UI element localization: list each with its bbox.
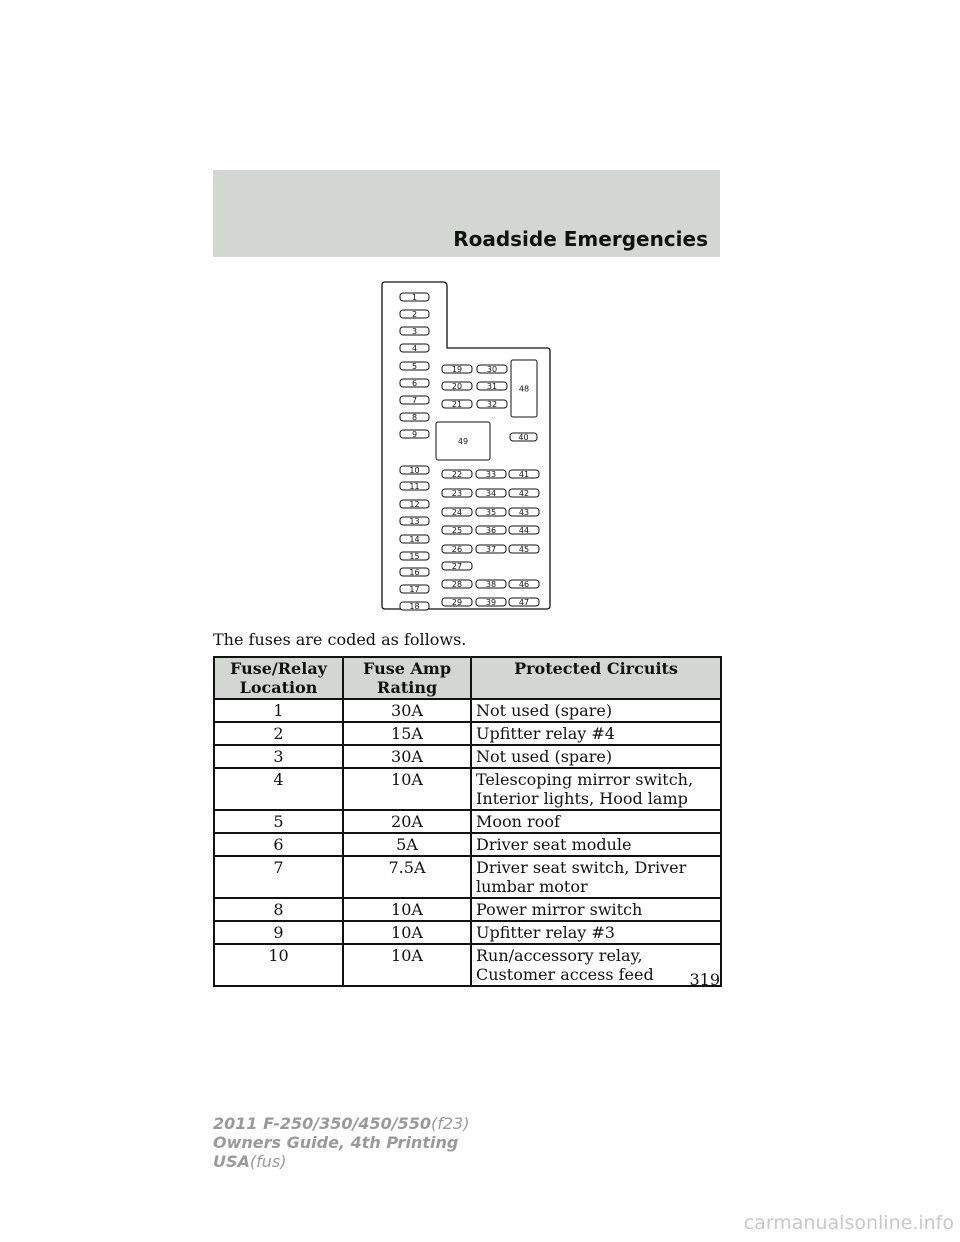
cell-circuits: Driver seat switch, Driver lumbar motor	[471, 856, 721, 898]
fuse-5-label: 5	[411, 362, 418, 371]
fuse-3-label: 3	[411, 327, 418, 336]
cell-amp: 7.5A	[343, 856, 471, 898]
fuse-44-label: 44	[518, 526, 530, 535]
table-row	[214, 944, 721, 986]
section-title: Roadside Emergencies	[453, 227, 708, 251]
table-row	[214, 833, 721, 856]
header-amp-rating: Fuse Amp Rating	[343, 657, 471, 699]
fuse-11-label: 11	[409, 482, 420, 491]
fuse-20-label: 20	[451, 382, 463, 391]
fuse-16-label: 16	[409, 568, 420, 577]
fuse-30-label: 30	[486, 365, 498, 374]
footer-guide: Owners Guide, 4th Printing	[213, 1133, 459, 1152]
cell-amp: 30A	[343, 699, 471, 722]
intro-text: The fuses are coded as follows.	[213, 630, 467, 649]
footer-region-code: (fus)	[249, 1152, 287, 1171]
fuse-38-label: 38	[485, 580, 497, 589]
fuse-31-label: 31	[486, 382, 498, 391]
footer-model: 2011 F-250/350/450/550	[213, 1114, 431, 1133]
cell-location: 10	[214, 944, 343, 986]
fuse-2-label: 2	[411, 310, 418, 319]
table-row	[214, 699, 721, 722]
fuse-43-label: 43	[518, 508, 530, 517]
cell-circuits: Telescoping mirror switch, Interior lights, Hood lamp	[471, 768, 721, 810]
fuse-40-label: 40	[518, 433, 529, 442]
header-location: Fuse/Relay Location	[214, 657, 343, 699]
cell-circuits: Run/accessory relay, Customer access feed	[471, 944, 721, 986]
fuse-39-label: 39	[485, 598, 497, 607]
footer-region: USA	[213, 1152, 250, 1171]
fuse-12-label: 12	[409, 500, 420, 509]
cell-location: 7	[214, 856, 343, 898]
cell-amp: 5A	[343, 833, 471, 856]
cell-amp: 10A	[343, 921, 471, 944]
fuse-46-label: 46	[518, 580, 530, 589]
table-row	[214, 745, 721, 768]
fuse-35-label: 35	[485, 508, 497, 517]
fuse-32-label: 32	[486, 400, 498, 409]
fuse-14-label: 14	[409, 535, 420, 544]
fuse-28-label: 28	[451, 580, 463, 589]
fuse-17-label: 17	[409, 585, 420, 594]
cell-location: 4	[214, 768, 343, 810]
footer	[213, 1114, 469, 1171]
table-row	[214, 898, 721, 921]
fuse-48-label: 48	[518, 384, 530, 394]
table-row	[214, 768, 721, 810]
fuse-7-label: 7	[411, 396, 418, 405]
cell-amp: 10A	[343, 944, 471, 986]
fuse-13-label: 13	[409, 517, 420, 526]
header-protected-circuits: Protected Circuits	[471, 657, 721, 699]
cell-circuits: Driver seat module	[471, 833, 721, 856]
fuse-23-label: 23	[451, 489, 463, 498]
cell-circuits: Not used (spare)	[471, 699, 721, 722]
fuse-4-label: 4	[411, 344, 418, 353]
cell-location: 1	[214, 699, 343, 722]
table-row	[214, 810, 721, 833]
cell-location: 8	[214, 898, 343, 921]
fuse-27-label: 27	[451, 562, 463, 571]
table-row	[214, 921, 721, 944]
fuse-41-label: 41	[518, 470, 530, 479]
cell-amp: 15A	[343, 722, 471, 745]
fuse-26-label: 26	[451, 545, 463, 554]
table-header-row	[214, 657, 721, 699]
fuse-18-label: 18	[409, 602, 420, 611]
fuse-49-label: 49	[457, 437, 469, 446]
fuse-panel-diagram	[380, 280, 552, 611]
fuse-table	[213, 656, 722, 987]
fuse-25-label: 25	[451, 526, 463, 535]
page-number: 319	[689, 970, 720, 989]
fuse-15-label: 15	[409, 552, 420, 561]
footer-model-code: (f23)	[431, 1114, 470, 1133]
cell-location: 2	[214, 722, 343, 745]
fuse-22-label: 22	[451, 470, 463, 479]
section-header-band	[213, 170, 720, 257]
cell-amp: 30A	[343, 745, 471, 768]
fuse-24-label: 24	[451, 508, 463, 517]
cell-location: 6	[214, 833, 343, 856]
cell-amp: 10A	[343, 768, 471, 810]
fuse-33-label: 33	[485, 470, 497, 479]
fuse-37-label: 37	[485, 545, 497, 554]
fuse-6-label: 6	[411, 379, 418, 388]
fuse-47-label: 47	[518, 598, 530, 607]
fuse-29-label: 29	[451, 598, 463, 607]
cell-amp: 20A	[343, 810, 471, 833]
fuse-36-label: 36	[485, 526, 497, 535]
cell-location: 5	[214, 810, 343, 833]
table-row	[214, 856, 721, 898]
cell-circuits: Upfitter relay #3	[471, 921, 721, 944]
fuse-1-label: 1	[411, 293, 418, 302]
fuse-21-label: 21	[451, 400, 463, 409]
table-row	[214, 722, 721, 745]
cell-location: 3	[214, 745, 343, 768]
fuse-8-label: 8	[411, 413, 418, 422]
fuse-45-label: 45	[518, 545, 530, 554]
fuse-19-label: 19	[451, 365, 463, 374]
fuse-34-label: 34	[485, 489, 497, 498]
fuse-9-label: 9	[411, 430, 418, 439]
cell-circuits: Not used (spare)	[471, 745, 721, 768]
cell-circuits: Power mirror switch	[471, 898, 721, 921]
cell-amp: 10A	[343, 898, 471, 921]
cell-circuits: Upfitter relay #4	[471, 722, 721, 745]
watermark: carmanualsonline.info	[743, 1212, 954, 1234]
fuse-10-label: 10	[409, 466, 420, 475]
cell-circuits: Moon roof	[471, 810, 721, 833]
fuse-42-label: 42	[518, 489, 530, 498]
cell-location: 9	[214, 921, 343, 944]
